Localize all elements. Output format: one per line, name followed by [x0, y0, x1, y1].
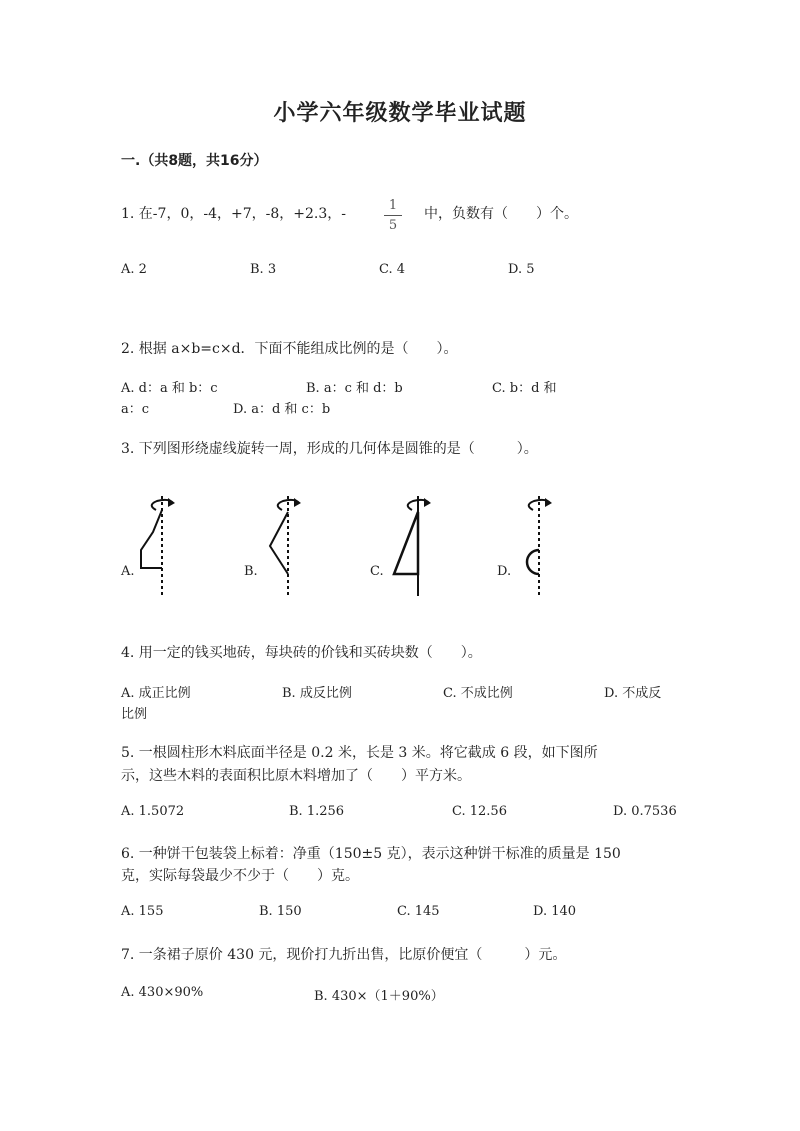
- q3-figure-d: [515, 490, 565, 602]
- q1-fraction-bar: [384, 215, 402, 216]
- q4-option-d[interactable]: D. 不成反: [604, 686, 662, 701]
- q1-option-b[interactable]: B. 3: [250, 262, 277, 277]
- q5-option-a[interactable]: A. 1.5072: [121, 804, 185, 819]
- q2-option-c-continued: a：c: [121, 402, 150, 417]
- page-title: 小学六年级数学毕业试题: [273, 101, 527, 126]
- q1-stem-part2: 中，负数有（ ）个。: [424, 206, 578, 222]
- q4-option-d-continued: 比例: [121, 707, 148, 722]
- q3-stem: 3. 下列图形绕虚线旋转一周，形成的几何体是圆锥的是（ ）。: [121, 441, 538, 457]
- q7-option-a[interactable]: A. 430×90%: [121, 985, 204, 1000]
- q5-stem-line1: 5. 一根圆柱形木料底面半径是 0.2 米，长是 3 米。将它截成 6 段，如下图所: [121, 745, 598, 761]
- q5-option-d[interactable]: D. 0.7536: [613, 804, 677, 819]
- q5-option-c[interactable]: C. 12.56: [452, 804, 507, 819]
- q6-stem-line2: 克，实际每袋最少不少于（ ）克。: [121, 868, 359, 884]
- q6-option-a[interactable]: A. 155: [121, 904, 164, 919]
- q1-stem-part1: 1. 在-7，0，-4，+7，-8，+2.3，-: [121, 206, 346, 222]
- q2-stem: 2. 根据 a×b=c×d．下面不能组成比例的是（ ）。: [121, 341, 458, 357]
- q3-option-c[interactable]: C.: [370, 564, 384, 579]
- q5-option-b[interactable]: B. 1.256: [289, 804, 345, 819]
- q1-option-c[interactable]: C. 4: [379, 262, 406, 277]
- q6-option-c[interactable]: C. 145: [397, 904, 440, 919]
- q2-option-d[interactable]: D. a：d 和 c：b: [233, 402, 331, 417]
- q1-option-a[interactable]: A. 2: [121, 262, 147, 277]
- q3-figure-b: [260, 490, 310, 602]
- section-heading: 一.（共8题，共16分）: [121, 153, 268, 169]
- q6-option-b[interactable]: B. 150: [259, 904, 302, 919]
- q4-stem: 4. 用一定的钱买地砖，每块砖的价钱和买砖块数（ ）。: [121, 645, 482, 661]
- q5-stem-line2: 示，这些木料的表面积比原木料增加了（ ）平方米。: [121, 768, 471, 784]
- q4-option-c[interactable]: C. 不成比例: [443, 686, 513, 701]
- q4-option-b[interactable]: B. 成反比例: [282, 686, 352, 701]
- q3-figure-c: [388, 490, 438, 602]
- q6-option-d[interactable]: D. 140: [533, 904, 577, 919]
- q7-option-b[interactable]: B. 430×（1＋90%）: [314, 989, 444, 1004]
- q2-option-b[interactable]: B. a：c 和 d：b: [306, 381, 403, 396]
- q3-option-d[interactable]: D.: [497, 564, 512, 579]
- q7-stem: 7. 一条裙子原价 430 元，现价打九折出售，比原价便宜（ ）元。: [121, 947, 567, 963]
- q3-figure-a: [135, 490, 185, 602]
- q2-option-a[interactable]: A. d：a 和 b：c: [121, 381, 218, 396]
- q6-stem-line1: 6. 一种饼干包装袋上标着：净重（150±5 克），表示这种饼干标准的质量是 150: [121, 846, 621, 862]
- q3-option-a[interactable]: A.: [121, 564, 135, 579]
- q1-fraction-numerator: 1: [388, 198, 398, 213]
- q4-option-a[interactable]: A. 成正比例: [121, 686, 191, 701]
- q1-option-d[interactable]: D. 5: [508, 262, 535, 277]
- q2-option-c[interactable]: C. b：d 和: [492, 381, 557, 396]
- q3-option-b[interactable]: B.: [244, 564, 258, 579]
- q1-fraction: [384, 198, 402, 233]
- q1-fraction-denominator: 5: [388, 218, 398, 233]
